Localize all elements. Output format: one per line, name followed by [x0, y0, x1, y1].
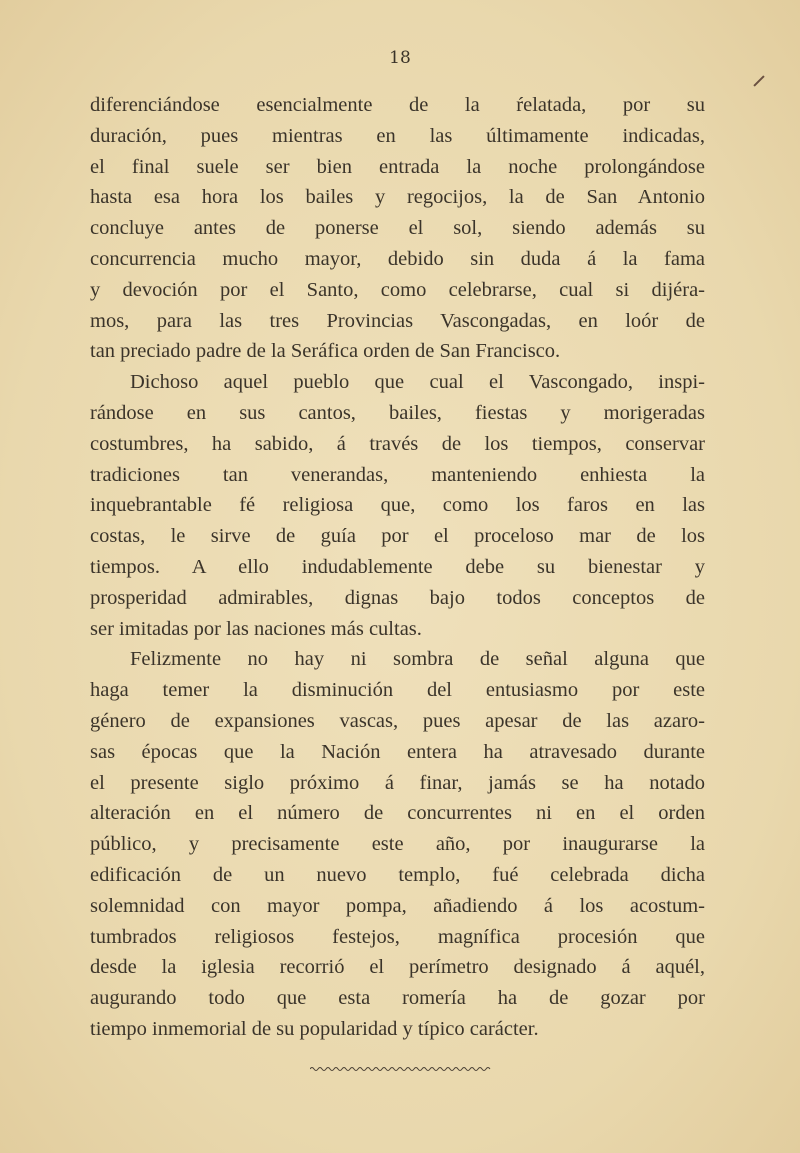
paragraph	[90, 644, 705, 1044]
text-line: tan preciado padre de la Seráfica orden de San Francisco.	[90, 340, 561, 363]
text-line: duración, pues mientras en las últimamente indicadas,	[90, 124, 705, 147]
text-line: augurando todo que esta romería ha de gozar por	[90, 987, 705, 1010]
body-text	[90, 90, 705, 1045]
text-line: el presente siglo próximo á finar, jamás se ha notado	[90, 771, 705, 794]
paragraph	[90, 367, 705, 644]
text-line: Felizmente no hay ni sombra de señal alguna que	[130, 648, 705, 671]
wavy-divider	[310, 1066, 492, 1072]
text-line: mos, para las tres Provincias Vascongadas, en loór de	[90, 309, 705, 332]
text-line: inquebrantable fé religiosa que, como los faros en las	[90, 494, 705, 517]
pen-mark	[753, 75, 764, 86]
text-line: tradiciones tan venerandas, manteniendo enhiesta la	[90, 463, 705, 486]
text-line: prosperidad admirables, dignas bajo todos conceptos de	[90, 586, 705, 609]
paragraph	[90, 90, 705, 367]
text-line: alteración en el número de concurrentes ni en el orden	[90, 802, 705, 825]
text-line: el final suele ser bien entrada la noche prolongándose	[90, 155, 705, 178]
text-line: haga temer la disminución del entusiasmo por este	[90, 679, 705, 702]
page-number: 18	[389, 48, 411, 68]
text-line: y devoción por el Santo, como celebrarse, cual si dijéra-	[90, 278, 705, 301]
text-line: ser imitadas por las naciones más cultas.	[90, 617, 422, 640]
text-line: solemnidad con mayor pompa, añadiendo á los acostum-	[90, 894, 705, 917]
text-line: concluye antes de ponerse el sol, siendo además su	[90, 217, 705, 240]
text-line: tumbrados religiosos festejos, magnífica procesión que	[90, 925, 705, 948]
text-line: costumbres, ha sabido, á través de los tiempos, conservar	[90, 432, 705, 455]
text-line: hasta esa hora los bailes y regocijos, la de San Antonio	[90, 186, 705, 209]
text-line: diferenciándose esencialmente de la ŕelatada, por su	[90, 94, 705, 116]
text-line: rándose en sus cantos, bailes, fiestas y morigeradas	[90, 401, 705, 424]
text-line: Dichoso aquel pueblo que cual el Vascongado, inspi-	[130, 371, 705, 394]
text-line: costas, le sirve de guía por el proceloso mar de los	[90, 525, 705, 548]
text-line: concurrencia mucho mayor, debido sin duda á la fama	[90, 247, 705, 270]
text-line: tiempos. A ello indudablemente debe su bienestar y	[90, 555, 705, 578]
text-line: sas épocas que la Nación entera ha atravesado durante	[90, 740, 705, 763]
text-line: tiempo inmemorial de su popularidad y típico carácter.	[90, 1017, 539, 1040]
text-line: edificación de un nuevo templo, fué celebrada dicha	[90, 863, 705, 886]
text-line: desde la iglesia recorrió el perímetro designado á aquél,	[90, 956, 705, 979]
text-line: público, y precisamente este año, por inaugurarse la	[90, 833, 705, 856]
text-line: género de expansiones vascas, pues apesar de las azaro-	[90, 709, 705, 732]
